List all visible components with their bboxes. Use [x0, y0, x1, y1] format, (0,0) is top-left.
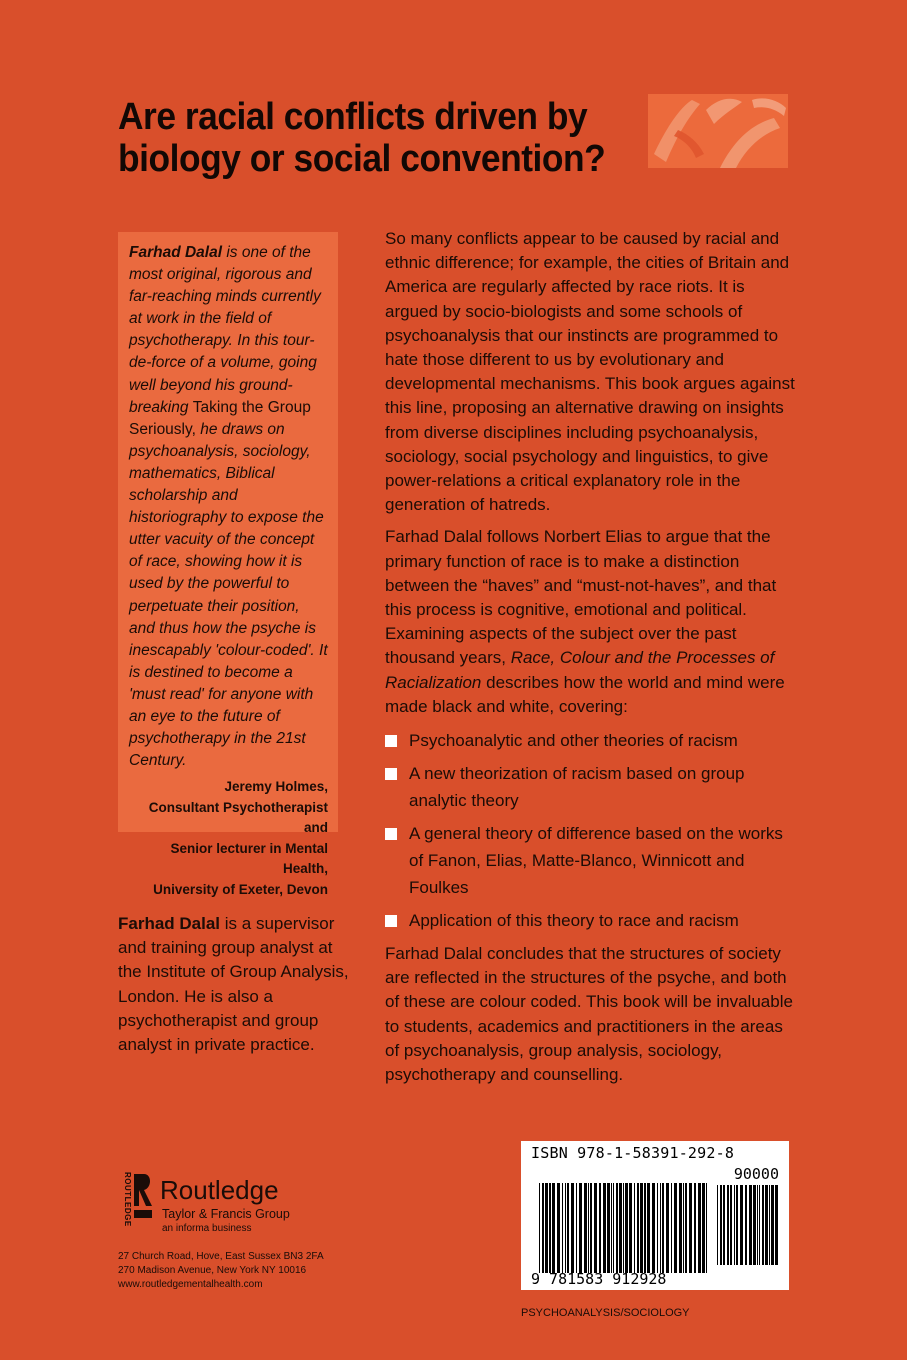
- isbn-text: ISBN 978-1-58391-292-8: [531, 1144, 735, 1162]
- barcode-bar: [762, 1185, 764, 1265]
- barcode-bar: [611, 1183, 612, 1273]
- barcode-bar: [652, 1183, 655, 1273]
- description-paragraph-1: So many conflicts appear to be caused by racial and ethnic difference; for example, the cities of Britain and America are regularly affected by race riots. It is argued by socio-biologists and some schools of psychoanalysis that our instincts are programmed to hate those different to us by evolutionary and developmental mechanisms. This book argues against this line, proposing an alternative drawing on insights from diverse disciplines including psychoanalysis, sociology, social psychology and linguistics, to give power-relations a critical explanatory role in the generation of hatreds.: [385, 229, 795, 515]
- barcode-bar: [623, 1183, 624, 1273]
- barcode-bar: [698, 1183, 701, 1273]
- barcode-bar: [640, 1183, 643, 1273]
- address-line: 270 Madison Avenue, New York NY 10016: [118, 1265, 307, 1277]
- square-bullet-icon: [385, 915, 397, 927]
- barcode-bar: [694, 1183, 696, 1273]
- attribution-line: Consultant Psychotherapist and: [148, 799, 328, 836]
- description-paragraph-3: Farhad Dalal concludes that the structures of society are reflected in the structures of the psyche, and both of these are colour coded. This book will be invaluable to students, academics and practitioners in the areas of psychoanalysis, group analysis, sociology, psychotherapy and counselling.: [385, 944, 793, 1085]
- barcode-bar: [657, 1183, 658, 1273]
- topics-list: [385, 727, 795, 934]
- barcode-bar: [727, 1185, 729, 1265]
- attribution-line: Senior lecturer in Mental Health,: [170, 840, 328, 877]
- barcode-bar: [594, 1183, 597, 1273]
- publisher-tagline: an informa business: [162, 1223, 252, 1234]
- barcode-bar: [634, 1183, 635, 1273]
- barcode-bar: [567, 1183, 569, 1273]
- barcode-bar: [539, 1183, 540, 1273]
- author-bio-name: Farhad Dalal: [118, 914, 221, 933]
- barcode-bar: [629, 1183, 632, 1273]
- barcode-bar: [644, 1183, 646, 1273]
- barcode-addon-bars: [717, 1185, 779, 1265]
- square-bullet-icon: [385, 828, 397, 840]
- barcode-bar: [562, 1183, 563, 1273]
- barcode-bar: [757, 1185, 758, 1265]
- list-item-text: Application of this theory to race and racism: [409, 911, 739, 931]
- price-code: 90000: [733, 1165, 779, 1183]
- barcode-bar: [771, 1185, 774, 1265]
- barcode-bar: [637, 1183, 639, 1273]
- barcode-digits: 9 781583 912928: [531, 1270, 667, 1288]
- headline: [118, 96, 606, 180]
- author-bio: [118, 912, 350, 1057]
- endorsement-attribution: [129, 777, 328, 900]
- barcode-bar: [545, 1183, 548, 1273]
- barcode-bar: [734, 1185, 735, 1265]
- publisher-logo: [118, 1172, 378, 1242]
- barcode-bar: [717, 1185, 718, 1265]
- list-item: [385, 727, 795, 754]
- barcode-bar: [759, 1185, 760, 1265]
- list-item: [385, 907, 795, 934]
- barcode-bar: [603, 1183, 606, 1273]
- endorsement-text-part-2: he draws on psychoanalysis, sociology, mathematics, Biblical scholarship and historiography to expose the utter vacuity of the concept of race, showing how it is used by the powerful to perpetuate their position, and thus how the psyche is inescapably 'colour-coded'. It is destined to become a 'must read' for anyone with an eye to the future of psychotherapy in the 21st Century.: [129, 420, 328, 770]
- barcode-bar: [736, 1185, 738, 1265]
- barcode-bar: [662, 1183, 664, 1273]
- barcode-bar: [769, 1185, 770, 1265]
- routledge-r-icon: [132, 1172, 154, 1222]
- barcode-bar: [702, 1183, 705, 1273]
- barcode-bar: [666, 1183, 669, 1273]
- barcode-bar: [552, 1183, 555, 1273]
- barcode-bar: [775, 1185, 778, 1265]
- barcode-bar: [607, 1183, 610, 1273]
- square-bullet-icon: [385, 768, 397, 780]
- barcode-bar: [679, 1183, 682, 1273]
- barcode-bar: [723, 1185, 725, 1265]
- barcode-bar: [590, 1183, 592, 1273]
- barcode-bar: [730, 1185, 732, 1265]
- cover-photo-thumbnail: [648, 94, 788, 168]
- publisher-vertical-mark: ROUTLEDGE: [123, 1172, 132, 1227]
- barcode-bar: [689, 1183, 692, 1273]
- list-item-text: A new theorization of racism based on group analytic theory: [409, 764, 745, 811]
- headline-line-1: Are racial conflicts driven by: [118, 96, 588, 138]
- barcode-bars: [539, 1183, 709, 1273]
- barcode-bar: [613, 1183, 614, 1273]
- barcode-bar: [588, 1183, 589, 1273]
- barcode-bar: [674, 1183, 677, 1273]
- address-line: 27 Church Road, Hove, East Sussex BN3 2FA: [118, 1251, 324, 1262]
- barcode-bar: [565, 1183, 566, 1273]
- paragraph-2-text-a: Farhad Dalal follows Norbert Elias to argue that the primary function of race is to make a distinction between the “haves” and “must-not-haves”, and that this process is cognitive, emotional and political. Examining aspects of the subject over the past thousand years,: [385, 527, 777, 668]
- author-bio-text: is a supervisor and training group analyst at the Institute of Group Analysis, London. He is also a psychotherapist and group analyst in private practice.: [118, 914, 349, 1055]
- book-description: [385, 227, 795, 1095]
- barcode-bar: [625, 1183, 628, 1273]
- barcode-bar: [599, 1183, 601, 1273]
- barcode-bar: [584, 1183, 587, 1273]
- attribution-line: Jeremy Holmes,: [224, 779, 328, 795]
- barcode-bar: [765, 1185, 768, 1265]
- barcode-bar: [619, 1183, 622, 1273]
- paragraph-2-text-b: describes how the world and mind were made black and white, covering:: [385, 672, 785, 716]
- barcode-bar: [616, 1183, 618, 1273]
- barcode-bar: [706, 1183, 707, 1273]
- barcode-bar: [542, 1183, 544, 1273]
- barcode-bar: [579, 1183, 582, 1273]
- endorsement-book-title: Taking the Group Seriously,: [129, 398, 311, 438]
- headline-line-2: biology or social convention?: [118, 138, 606, 180]
- publisher-address: [118, 1250, 324, 1293]
- endorsement-box: [118, 232, 338, 897]
- barcode-bar: [749, 1185, 752, 1265]
- attribution-line: University of Exeter, Devon: [153, 881, 328, 897]
- barcode-bar: [671, 1183, 672, 1273]
- barcode-bar: [740, 1185, 743, 1265]
- barcode-bar: [571, 1183, 574, 1273]
- endorsement-author-name: Farhad Dalal: [129, 244, 223, 261]
- list-item-text: Psychoanalytic and other theories of racism: [409, 731, 738, 751]
- isbn-barcode: [521, 1141, 789, 1290]
- list-item: [385, 760, 795, 814]
- description-paragraph-2: [385, 525, 795, 719]
- barcode-bar: [576, 1183, 577, 1273]
- cover-photo-image: [648, 94, 788, 168]
- square-bullet-icon: [385, 735, 397, 747]
- barcode-bar: [745, 1185, 747, 1265]
- endorsement-text-part-1: is one of the most original, rigorous and far-reaching minds currently at work in the field of psychotherapy. In this tour-de-force of a volume, going well beyond his ground-breaking: [129, 244, 321, 416]
- barcode-bar: [557, 1183, 560, 1273]
- subject-category: PSYCHOANALYSIS/SOCIOLOGY: [521, 1307, 690, 1319]
- barcode-bar: [549, 1183, 551, 1273]
- barcode-bar: [720, 1185, 722, 1265]
- endorsement-quote: [129, 242, 328, 772]
- barcode-bar: [660, 1183, 661, 1273]
- address-line: www.routledgementalhealth.com: [118, 1279, 263, 1291]
- list-item-text: A general theory of difference based on the works of Fanon, Elias, Matte-Blanco, Winnicott and Foulkes: [409, 824, 783, 898]
- barcode-bar: [683, 1183, 684, 1273]
- barcode-bar: [647, 1183, 650, 1273]
- list-item: [385, 820, 795, 901]
- barcode-bar: [685, 1183, 687, 1273]
- book-title-italic: Race, Colour and the Processes of Racialization: [385, 648, 775, 692]
- publisher-name: Routledge: [160, 1175, 279, 1205]
- barcode-bar: [753, 1185, 756, 1265]
- publisher-group: Taylor & Francis Group: [162, 1207, 290, 1221]
